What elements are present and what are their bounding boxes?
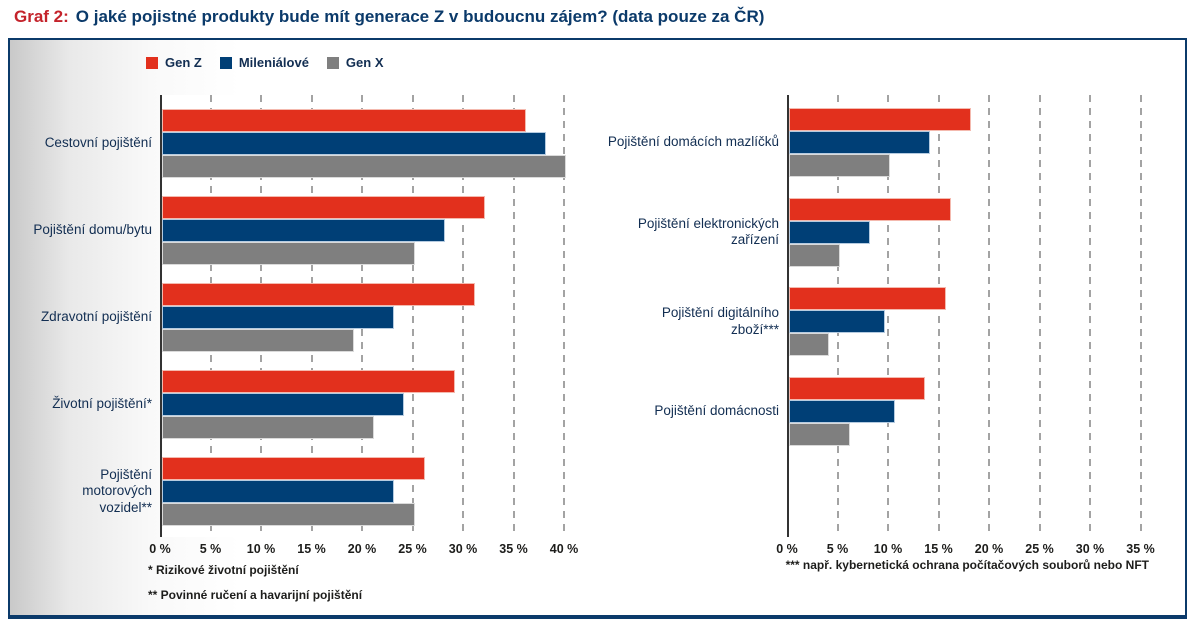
bar-milenialove bbox=[162, 480, 394, 503]
category-label bbox=[594, 377, 779, 446]
plot-area bbox=[607, 95, 1155, 556]
x-tick: 0 % bbox=[776, 542, 798, 556]
bar-group bbox=[789, 377, 925, 446]
x-tick: 30 % bbox=[1075, 542, 1105, 556]
bar-milenialove bbox=[162, 219, 445, 242]
bar-gen-z bbox=[162, 457, 425, 480]
category-label-text: Pojištění domácích mazlíčků bbox=[607, 134, 779, 150]
gridline-20 bbox=[988, 95, 990, 537]
bar-milenialove bbox=[789, 131, 930, 154]
category-label bbox=[2, 283, 152, 352]
x-tick: 35 % bbox=[1126, 542, 1155, 556]
chart-title-prefix: Graf 2: bbox=[14, 7, 69, 26]
footnote-2: ** Povinné ručení a havarijní pojištění bbox=[148, 588, 363, 602]
bar-group bbox=[162, 283, 475, 352]
bar-group bbox=[789, 287, 946, 356]
category-label bbox=[2, 109, 152, 178]
bar-gen-z bbox=[789, 198, 951, 221]
bar-milenialove bbox=[789, 310, 885, 333]
bar-group bbox=[162, 196, 485, 265]
bar-gen-x bbox=[789, 244, 840, 267]
bar-milenialove bbox=[162, 132, 546, 155]
gridline-25 bbox=[1039, 95, 1041, 537]
category-label-text: Pojištění domu/bytu bbox=[33, 222, 152, 238]
footnote-1: * Rizikové životní pojištění bbox=[148, 563, 299, 577]
x-tick: 15 % bbox=[297, 542, 326, 556]
bar-gen-z bbox=[162, 370, 455, 393]
category-label-text: Zdravotní pojištění bbox=[40, 309, 152, 325]
chart-title bbox=[14, 7, 764, 27]
x-tick: 20 % bbox=[347, 542, 377, 556]
footnotes-left bbox=[148, 558, 362, 608]
bar-gen-z bbox=[789, 377, 925, 400]
bar-gen-x bbox=[789, 423, 850, 446]
bar-gen-x bbox=[162, 242, 415, 265]
x-tick: 5 % bbox=[199, 542, 222, 556]
legend-label: Gen Z bbox=[165, 55, 202, 70]
bar-gen-z bbox=[162, 109, 526, 132]
bar-group bbox=[789, 198, 951, 267]
legend-swatch-milenialove bbox=[220, 57, 232, 69]
category-label bbox=[2, 196, 152, 265]
category-label bbox=[2, 457, 152, 526]
category-label-text: Životní pojištění* bbox=[52, 396, 152, 412]
x-tick: 5 % bbox=[826, 542, 849, 556]
x-tick: 25 % bbox=[398, 542, 427, 556]
category-label bbox=[594, 108, 779, 177]
bar-gen-x bbox=[789, 333, 829, 356]
plot-area bbox=[33, 95, 590, 556]
bar-group bbox=[162, 109, 566, 178]
bar-milenialove bbox=[789, 221, 870, 244]
category-label bbox=[594, 287, 779, 356]
bar-gen-z bbox=[789, 287, 946, 310]
bar-gen-x bbox=[162, 503, 415, 526]
x-tick: 0 % bbox=[149, 542, 171, 556]
category-label-text: Pojištění motorových vozidel** bbox=[82, 466, 152, 515]
category-label-text: Pojištění digitálního zboží*** bbox=[661, 305, 779, 337]
x-tick: 20 % bbox=[974, 542, 1004, 556]
x-tick: 15 % bbox=[924, 542, 953, 556]
legend-swatch-gen-x bbox=[327, 57, 339, 69]
bar-gen-z bbox=[162, 283, 475, 306]
chart-frame bbox=[8, 38, 1187, 619]
gridline-35 bbox=[1140, 95, 1142, 537]
x-tick: 25 % bbox=[1025, 542, 1054, 556]
bar-gen-x bbox=[789, 154, 890, 177]
x-tick: 10 % bbox=[873, 542, 903, 556]
legend-item-gen-z bbox=[146, 55, 202, 70]
bar-group bbox=[789, 108, 971, 177]
bar-gen-x bbox=[162, 155, 566, 178]
category-label-text: Pojištění domácnosti bbox=[654, 402, 779, 418]
legend bbox=[146, 55, 384, 70]
bar-gen-x bbox=[162, 416, 374, 439]
chart-title-text: O jaké pojistné produkty bude mít generace Z v budoucnu zájem? (data pouze za ČR) bbox=[75, 7, 765, 26]
gridline-30 bbox=[1089, 95, 1091, 537]
bar-gen-z bbox=[162, 196, 485, 219]
bar-group bbox=[162, 457, 425, 526]
category-label-text: Pojištění elektronických zařízení bbox=[637, 215, 779, 247]
bar-group bbox=[162, 370, 455, 439]
bar-milenialove bbox=[162, 306, 394, 329]
legend-label: Mileniálové bbox=[238, 55, 309, 70]
category-label-text: Cestovní pojištění bbox=[44, 135, 152, 151]
legend-item-milenialove bbox=[220, 55, 309, 70]
legend-swatch-gen-z bbox=[146, 57, 158, 69]
x-tick: 35 % bbox=[499, 542, 528, 556]
x-tick: 30 % bbox=[448, 542, 478, 556]
x-tick: 40 % bbox=[549, 542, 579, 556]
footnote-3: *** např. kybernetická ochrana počítačových souborů nebo NFT bbox=[785, 558, 1149, 572]
x-tick: 10 % bbox=[246, 542, 276, 556]
bar-gen-x bbox=[162, 329, 354, 352]
legend-label: Gen X bbox=[345, 55, 384, 70]
category-label bbox=[594, 198, 779, 267]
category-label bbox=[2, 370, 152, 439]
legend-item-gen-x bbox=[327, 55, 384, 70]
bar-milenialove bbox=[162, 393, 404, 416]
bar-milenialove bbox=[789, 400, 895, 423]
bar-gen-z bbox=[789, 108, 971, 131]
